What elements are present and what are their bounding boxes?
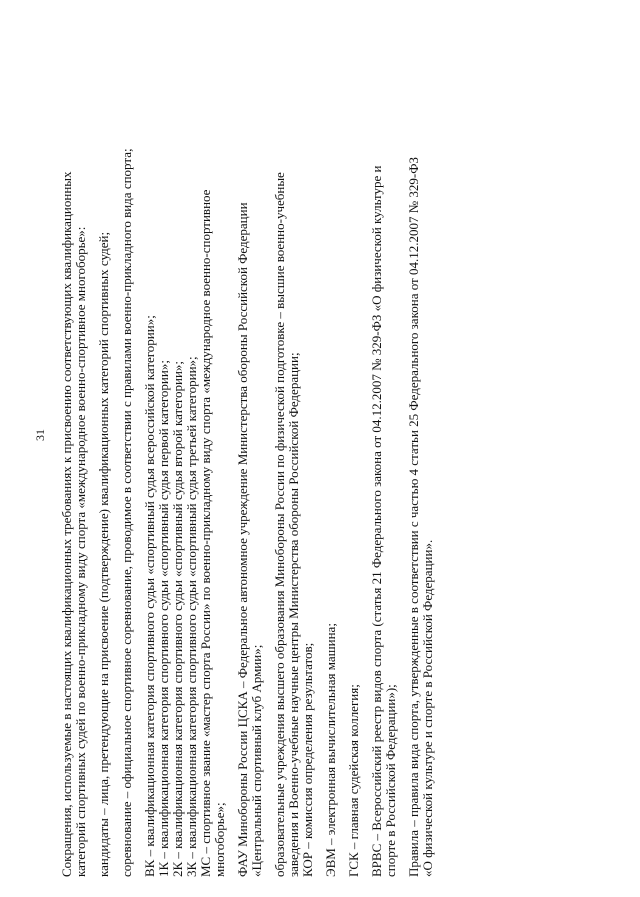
text-line: ВК – квалификационная категория спортивного судьи «спортивный судья всероссийской категории»; xyxy=(142,315,157,877)
text-line: ГСК – главная судейская коллегия; xyxy=(346,684,361,877)
text-line: образовательные учреждения высшего образования Минобороны России по физической подготовке – высшие военно-учебные xyxy=(272,172,287,877)
text-line: соревнование – официальное спортивное соревнование, проводимое в соответствии с правилами военно-прикладного вида спорта; xyxy=(119,148,134,877)
text-line: 2К – квалификационная категория спортивного судьи «спортивный судья второй категории»; xyxy=(170,360,185,877)
text-line: спорте в Российской Федерации»); xyxy=(383,684,398,877)
text-line: многоборье»; xyxy=(212,802,227,877)
text-line: заведения и Военно-учебные научные центры Министерства обороны Российской Федерации; xyxy=(286,352,301,877)
text-line: «О физической культуре и спорте в Российской Федерации». xyxy=(420,539,435,877)
text-line: 1К – квалификационная категория спортивного судьи «спортивный судья первой категории»; xyxy=(156,360,171,877)
text-line: кандидаты – лица, претендующие на присвоение (подтверждение) квалификационных категорий спортивных судей; xyxy=(96,231,111,877)
text-line: Правила – правила вида спорта, утвержденные в соответствии с частью 4 статьи 25 Федерального закона от 04.12.2007 № 329-ФЗ xyxy=(406,157,421,877)
rotated-text-block xyxy=(60,47,435,877)
text-line: ЭВМ – электронная вычислительная машина; xyxy=(323,623,338,877)
text-line: 3К – квалификационная категория спортивного судьи «спортивный судья третьей категории»; xyxy=(184,356,199,877)
text-line: ФАУ Минобороны России ЦСКА – Федеральное автономное учреждение Министерства обороны Российской Федерации xyxy=(235,202,250,877)
text-line: категорий спортивных судей по военно-прикладному виду спорта «международное военно-спортивное многоборье»: xyxy=(73,226,88,877)
text-line: КОР – комиссия определения результатов; xyxy=(300,642,315,877)
page-number: 31 xyxy=(33,429,47,441)
text-line: Сокращения, используемые в настоящих квалификационных требованиях к присвоению соответствующих квалификационных xyxy=(59,171,74,877)
text-line: МС – спортивное звание «мастер спорта России» по военно-прикладному виду спорта «международное военно-спортивное xyxy=(198,189,213,877)
text-line: «Центральный спортивный клуб Армии»; xyxy=(249,644,264,877)
text-line: ВРВС – Всероссийский реестр видов спорта (статья 21 Федерального закона от 04.12.2007 № 329-ФЗ «О физической культуре и xyxy=(369,165,384,877)
